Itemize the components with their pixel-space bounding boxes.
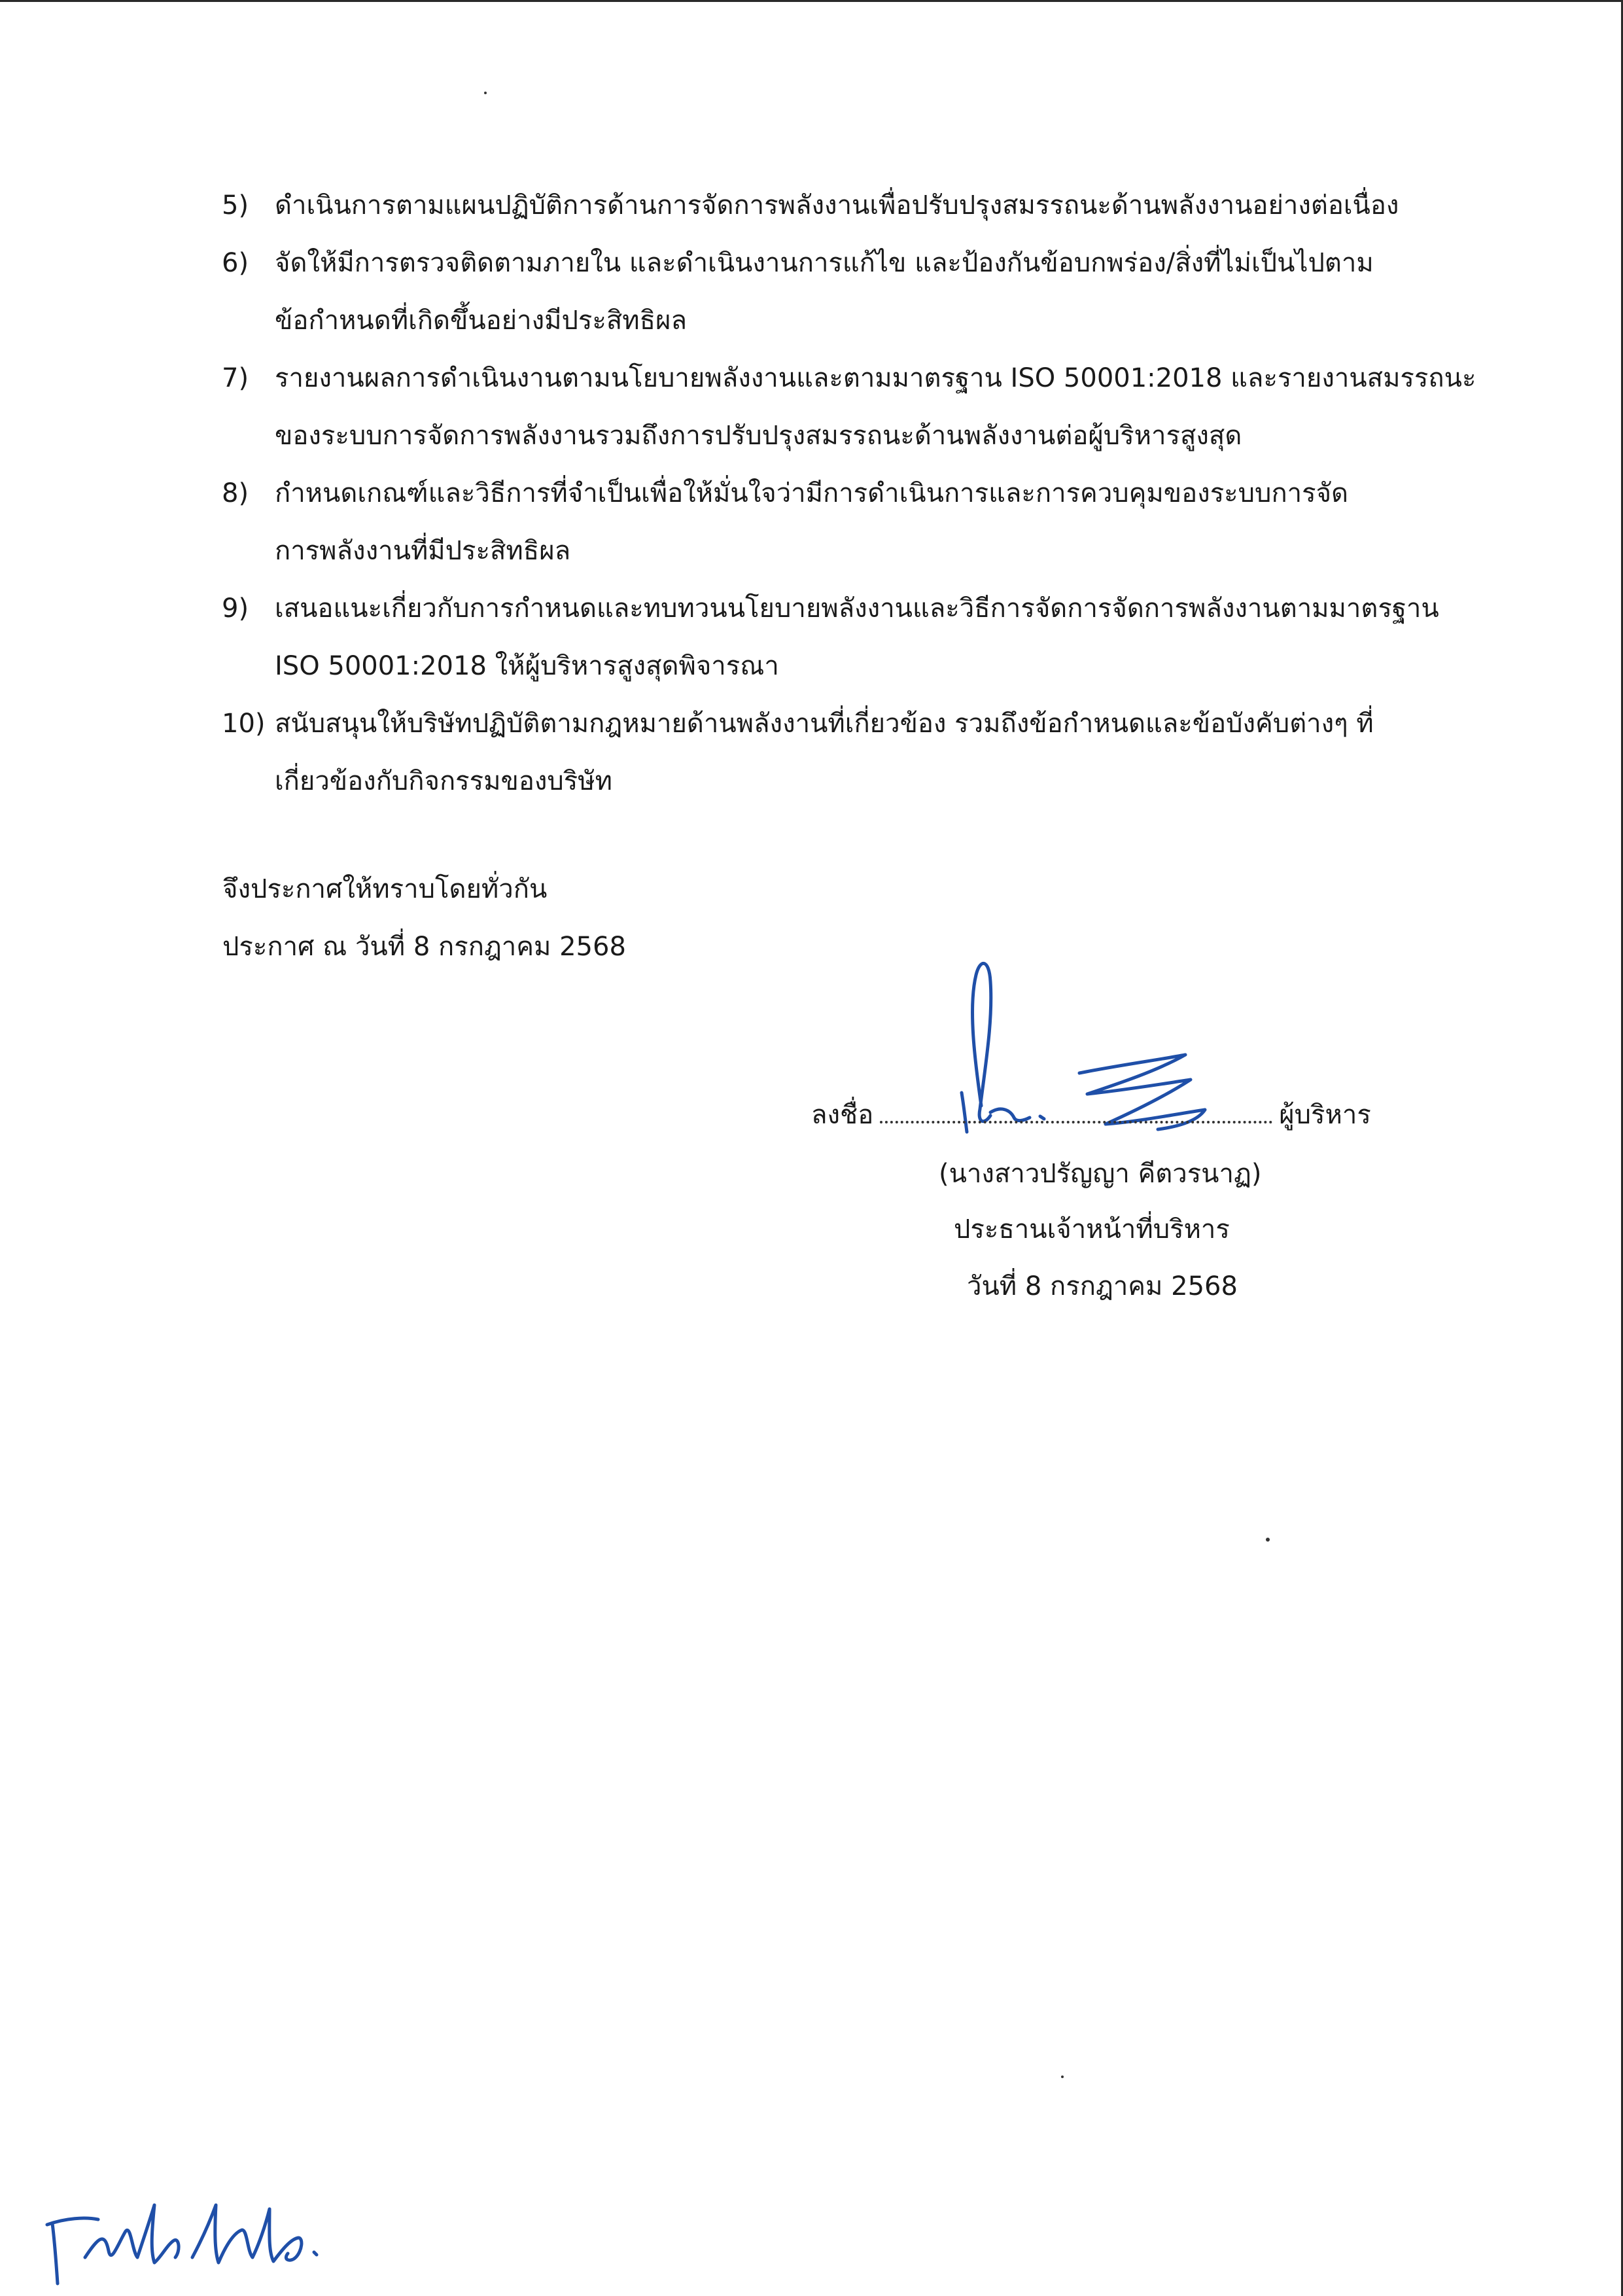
sign-label: ลงชื่อ (811, 1100, 874, 1130)
item-text: รายงานผลการดำเนินงานตามนโยบายพลังงานและตามมาตรฐาน ISO 50001:2018 และรายงานสมรรถนะ (275, 363, 1476, 393)
list-item (222, 234, 1508, 349)
item-text: ดำเนินการตามแผนปฏิบัติการด้านการจัดการพลังงานเพื่อปรับปรุงสมรรถนะด้านพลังงานอย่างต่อเนื่อง (275, 190, 1399, 221)
list-item (222, 177, 1508, 234)
item-text: เสนอแนะเกี่ยวกับการกำหนดและทบทวนนโยบายพลังงานและวิธีการจัดการจัดการพลังงานตามมาตรฐาน (275, 593, 1439, 624)
item-text-continued: ISO 50001:2018 ให้ผู้บริหารสูงสุดพิจารณา (275, 651, 779, 681)
duties-list (222, 177, 1508, 810)
announcement-date: ประกาศ ณ วันที่ 8 กรกฎาคม 2568 (222, 932, 626, 962)
signature-line (811, 1086, 1371, 1144)
item-number: 10) (222, 709, 266, 739)
item-text-continued: เกี่ยวข้องกับกิจกรรมของบริษัท (275, 766, 613, 796)
announcement-line: จึงประกาศให้ทราบโดยทั่วกัน (222, 874, 548, 904)
item-text-continued: ของระบบการจัดการพลังงานรวมถึงการปรับปรุงสมรรถนะด้านพลังงานต่อผู้บริหารสูงสุด (275, 421, 1242, 451)
item-number: 6) (222, 248, 249, 278)
list-item (222, 695, 1508, 810)
item-number: 5) (222, 190, 249, 221)
item-text-continued: การพลังงานที่มีประสิทธิผล (275, 536, 571, 566)
item-text: จัดให้มีการตรวจติดตามภายใน และดำเนินงานการแก้ไข และป้องกันข้อบกพร่อง/สิ่งที่ไม่เป็นไปตาม (275, 248, 1374, 278)
item-text: กำหนดเกณฑ์และวิธีการที่จำเป็นเพื่อให้มั่นใจว่ามีการดำเนินการและการควบคุมของระบบการจัด (275, 478, 1349, 508)
signature-date: วันที่ 8 กรกฎาคม 2568 (967, 1271, 1238, 1301)
scan-speck (1061, 2075, 1064, 2078)
list-item (222, 580, 1508, 695)
list-item (222, 349, 1508, 465)
signer-role: ผู้บริหาร (1279, 1100, 1371, 1130)
item-number: 7) (222, 363, 249, 393)
list-item (222, 465, 1508, 580)
signature-dotted-line (880, 1117, 1272, 1123)
scan-speck (1266, 1538, 1270, 1542)
initials-image (39, 2159, 321, 2290)
item-text: สนับสนุนให้บริษัทปฏิบัติตามกฎหมายด้านพลังงานที่เกี่ยวข้อง รวมถึงข้อกำหนดและข้อบังคับต่างๆ ที่ (275, 709, 1374, 739)
scan-speck (484, 92, 487, 94)
signer-name: (นางสาวปรัญญา คีตวรนาฏ) (939, 1159, 1262, 1189)
signer-title: ประธานเจ้าหน้าที่บริหาร (954, 1214, 1230, 1245)
item-text-continued: ข้อกำหนดที่เกิดขึ้นอย่างมีประสิทธิผล (275, 306, 687, 336)
item-number: 8) (222, 478, 249, 508)
closing-statement (222, 860, 626, 976)
item-number: 9) (222, 593, 249, 624)
